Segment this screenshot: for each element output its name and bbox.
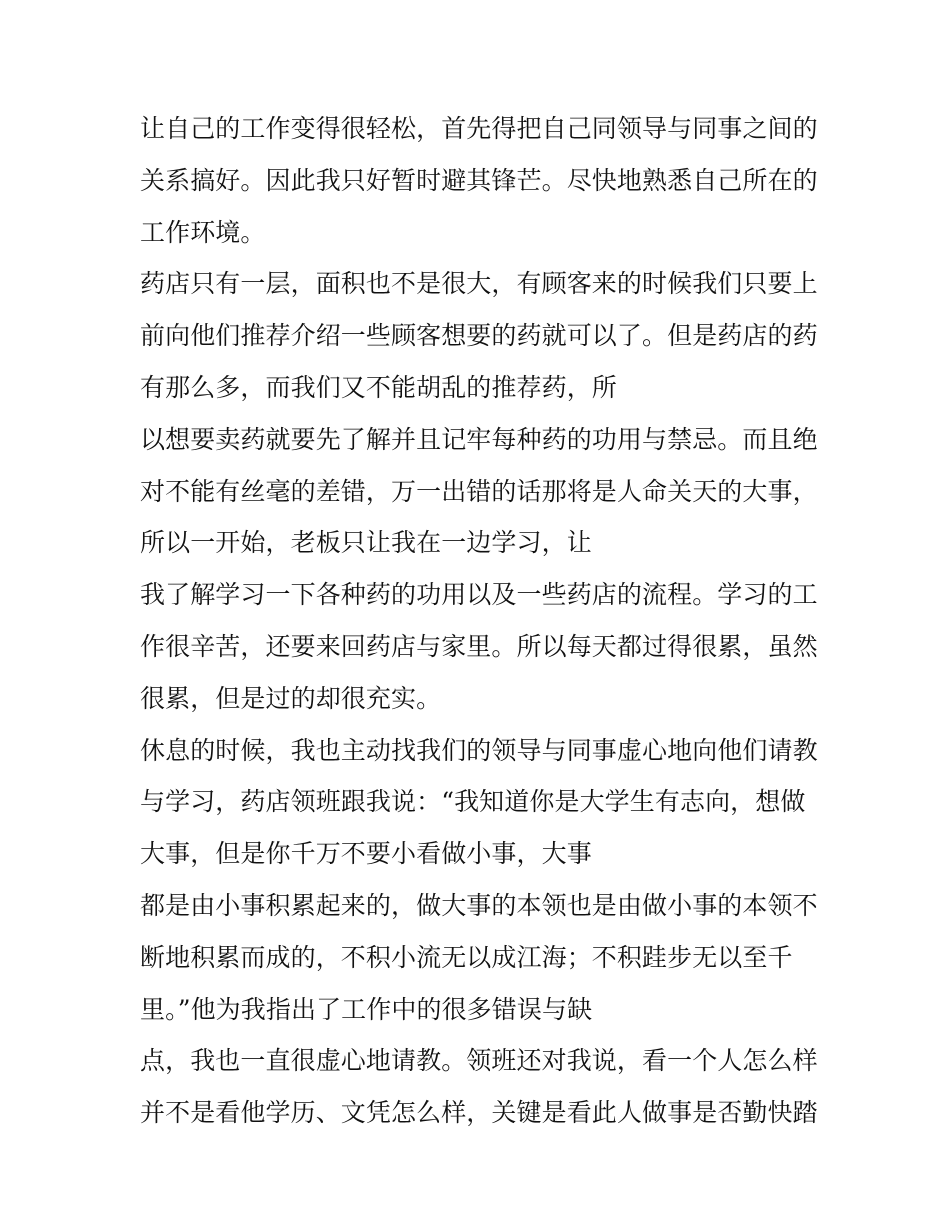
text-line: 都是由小事积累起来的，做大事的本领也是由做小事的本领不 (140, 890, 818, 920)
text-line: 所以一开始，老板只让我在一边学习，让 (140, 528, 592, 558)
text-line: 工作环境。 (140, 217, 266, 247)
text-line: 关系搞好。因此我只好暂时避其锋芒。尽快地熟悉自己所在的 (140, 165, 818, 195)
text-line: 休息的时候，我也主动找我们的领导与同事虚心地向他们请教 (140, 735, 818, 765)
document-body (140, 103, 820, 1139)
text-line: 里。”他为我指出了工作中的很多错误与缺 (140, 994, 593, 1024)
text-line: 以想要卖药就要先了解并且记牢每种药的功用与禁忌。而且绝 (140, 424, 818, 454)
text-line: 很累，但是过的却很充实。 (140, 683, 442, 713)
text-line: 大事，但是你千万不要小看做小事，大事 (140, 839, 592, 869)
text-line: 与学习，药店领班跟我说：“我知道你是大学生有志向，想做 (140, 787, 806, 817)
text-line: 我了解学习一下各种药的功用以及一些药店的流程。学习的工 (140, 580, 818, 610)
text-line: 有那么多，而我们又不能胡乱的推荐药，所 (140, 372, 617, 402)
text-line: 点，我也一直很虚心地请教。领班还对我说，看一个人怎么样 (140, 1046, 818, 1076)
text-line: 作很辛苦，还要来回药店与家里。所以每天都过得很累，虽然 (140, 631, 818, 661)
text-line: 药店只有一层，面积也不是很大，有顾客来的时候我们只要上 (140, 269, 818, 299)
text-line: 让自己的工作变得很轻松，首先得把自己同领导与同事之间的 (140, 114, 818, 143)
text-line: 并不是看他学历、文凭怎么样，关键是看此人做事是否勤快踏 (140, 1098, 818, 1128)
text-line: 前向他们推荐介绍一些顾客想要的药就可以了。但是药店的药 (140, 321, 818, 351)
text-line: 断地积累而成的，不积小流无以成江海；不积跬步无以至千 (140, 942, 793, 972)
text-line: 对不能有丝毫的差错，万一出错的话那将是人命关天的大事， (140, 476, 818, 506)
